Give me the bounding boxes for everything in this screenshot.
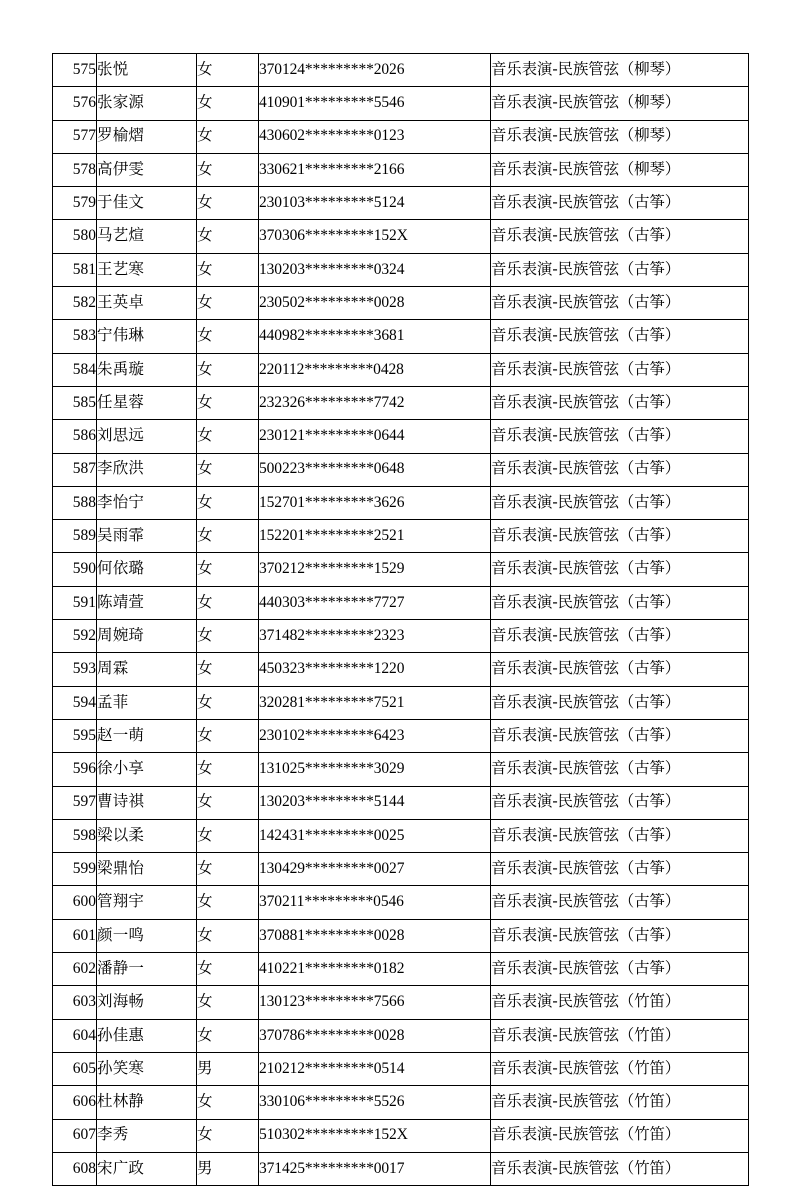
- row-candidate-name: 曹诗祺: [97, 786, 197, 819]
- row-gender: 女: [197, 620, 259, 653]
- row-id-number: 440982*********3681: [259, 320, 491, 353]
- row-candidate-name: 管翔宇: [97, 886, 197, 919]
- row-gender: 女: [197, 953, 259, 986]
- row-candidate-name: 李秀: [97, 1119, 197, 1152]
- row-major: 音乐表演-民族管弦（古筝）: [491, 287, 749, 320]
- row-major: 音乐表演-民族管弦（古筝）: [491, 886, 749, 919]
- row-sequence-number: 608: [53, 1152, 97, 1185]
- row-sequence-number: 577: [53, 120, 97, 153]
- row-id-number: 370212*********1529: [259, 553, 491, 586]
- row-candidate-name: 刘思远: [97, 420, 197, 453]
- row-sequence-number: 599: [53, 853, 97, 886]
- row-candidate-name: 周婉琦: [97, 620, 197, 653]
- row-candidate-name: 陈靖萱: [97, 586, 197, 619]
- row-candidate-name: 梁以柔: [97, 819, 197, 852]
- row-gender: 女: [197, 853, 259, 886]
- table-row: [53, 153, 749, 186]
- row-sequence-number: 576: [53, 87, 97, 120]
- row-sequence-number: 595: [53, 719, 97, 752]
- table-row: [53, 253, 749, 286]
- row-sequence-number: 589: [53, 520, 97, 553]
- row-id-number: 130203*********5144: [259, 786, 491, 819]
- row-id-number: 430602*********0123: [259, 120, 491, 153]
- table-row: [53, 853, 749, 886]
- row-major: 音乐表演-民族管弦（古筝）: [491, 919, 749, 952]
- row-major: 音乐表演-民族管弦（古筝）: [491, 753, 749, 786]
- row-id-number: 142431*********0025: [259, 819, 491, 852]
- row-major: 音乐表演-民族管弦（古筝）: [491, 386, 749, 419]
- row-sequence-number: 604: [53, 1019, 97, 1052]
- row-gender: 女: [197, 786, 259, 819]
- row-candidate-name: 孙佳惠: [97, 1019, 197, 1052]
- table-row: [53, 620, 749, 653]
- row-candidate-name: 李怡宁: [97, 486, 197, 519]
- row-id-number: 330106*********5526: [259, 1086, 491, 1119]
- row-major: 音乐表演-民族管弦（柳琴）: [491, 87, 749, 120]
- row-id-number: 510302*********152X: [259, 1119, 491, 1152]
- row-major: 音乐表演-民族管弦（古筝）: [491, 853, 749, 886]
- row-candidate-name: 王艺寒: [97, 253, 197, 286]
- row-id-number: 230121*********0644: [259, 420, 491, 453]
- row-sequence-number: 598: [53, 819, 97, 852]
- row-gender: 女: [197, 686, 259, 719]
- row-major: 音乐表演-民族管弦（柳琴）: [491, 54, 749, 87]
- row-major: 音乐表演-民族管弦（柳琴）: [491, 153, 749, 186]
- row-id-number: 370211*********0546: [259, 886, 491, 919]
- row-candidate-name: 宋广政: [97, 1152, 197, 1185]
- row-major: 音乐表演-民族管弦（古筝）: [491, 686, 749, 719]
- row-id-number: 371482*********2323: [259, 620, 491, 653]
- row-sequence-number: 578: [53, 153, 97, 186]
- row-id-number: 330621*********2166: [259, 153, 491, 186]
- row-id-number: 130203*********0324: [259, 253, 491, 286]
- row-sequence-number: 584: [53, 353, 97, 386]
- row-major: 音乐表演-民族管弦（古筝）: [491, 220, 749, 253]
- table-row: [53, 953, 749, 986]
- table-row: [53, 1152, 749, 1185]
- table-row: [53, 753, 749, 786]
- row-major: 音乐表演-民族管弦（古筝）: [491, 253, 749, 286]
- row-id-number: 130123*********7566: [259, 986, 491, 1019]
- row-major: 音乐表演-民族管弦（古筝）: [491, 586, 749, 619]
- row-id-number: 320281*********7521: [259, 686, 491, 719]
- row-sequence-number: 587: [53, 453, 97, 486]
- row-id-number: 410221*********0182: [259, 953, 491, 986]
- row-gender: 女: [197, 54, 259, 87]
- table-row: [53, 986, 749, 1019]
- table-row: [53, 220, 749, 253]
- row-gender: 女: [197, 886, 259, 919]
- row-gender: 女: [197, 420, 259, 453]
- row-sequence-number: 602: [53, 953, 97, 986]
- row-candidate-name: 高伊雯: [97, 153, 197, 186]
- row-gender: 女: [197, 87, 259, 120]
- row-gender: 女: [197, 153, 259, 186]
- row-candidate-name: 朱禹璇: [97, 353, 197, 386]
- table-row: [53, 320, 749, 353]
- row-candidate-name: 刘海畅: [97, 986, 197, 1019]
- row-candidate-name: 王英卓: [97, 287, 197, 320]
- row-candidate-name: 于佳文: [97, 187, 197, 220]
- row-id-number: 152701*********3626: [259, 486, 491, 519]
- row-candidate-name: 孙笑寒: [97, 1052, 197, 1085]
- row-sequence-number: 588: [53, 486, 97, 519]
- row-candidate-name: 杜林静: [97, 1086, 197, 1119]
- row-major: 音乐表演-民族管弦（古筝）: [491, 353, 749, 386]
- row-gender: 女: [197, 819, 259, 852]
- row-major: 音乐表演-民族管弦（竹笛）: [491, 986, 749, 1019]
- row-sequence-number: 583: [53, 320, 97, 353]
- row-candidate-name: 周霖: [97, 653, 197, 686]
- table-row: [53, 287, 749, 320]
- row-sequence-number: 579: [53, 187, 97, 220]
- row-gender: 女: [197, 520, 259, 553]
- row-id-number: 220112*********0428: [259, 353, 491, 386]
- row-major: 音乐表演-民族管弦（竹笛）: [491, 1019, 749, 1052]
- row-id-number: 370124*********2026: [259, 54, 491, 87]
- row-gender: 女: [197, 253, 259, 286]
- row-candidate-name: 任星蓉: [97, 386, 197, 419]
- table-row: [53, 420, 749, 453]
- table-row: [53, 486, 749, 519]
- row-sequence-number: 600: [53, 886, 97, 919]
- row-major: 音乐表演-民族管弦（古筝）: [491, 819, 749, 852]
- row-gender: 女: [197, 1119, 259, 1152]
- table-row: [53, 1052, 749, 1085]
- row-sequence-number: 597: [53, 786, 97, 819]
- row-id-number: 130429*********0027: [259, 853, 491, 886]
- row-gender: 女: [197, 1086, 259, 1119]
- row-gender: 女: [197, 653, 259, 686]
- row-sequence-number: 601: [53, 919, 97, 952]
- row-candidate-name: 潘静一: [97, 953, 197, 986]
- row-gender: 女: [197, 1019, 259, 1052]
- table-row: [53, 686, 749, 719]
- table-row: [53, 1019, 749, 1052]
- row-sequence-number: 591: [53, 586, 97, 619]
- row-gender: 女: [197, 453, 259, 486]
- table-row: [53, 919, 749, 952]
- row-major: 音乐表演-民族管弦（古筝）: [491, 486, 749, 519]
- row-sequence-number: 607: [53, 1119, 97, 1152]
- row-major: 音乐表演-民族管弦（竹笛）: [491, 1152, 749, 1185]
- table-row: [53, 819, 749, 852]
- row-gender: 男: [197, 1152, 259, 1185]
- row-id-number: 500223*********0648: [259, 453, 491, 486]
- row-major: 音乐表演-民族管弦（竹笛）: [491, 1086, 749, 1119]
- table-row: [53, 120, 749, 153]
- row-gender: 女: [197, 553, 259, 586]
- row-major: 音乐表演-民族管弦（柳琴）: [491, 120, 749, 153]
- table-row: [53, 54, 749, 87]
- row-major: 音乐表演-民族管弦（古筝）: [491, 320, 749, 353]
- row-id-number: 371425*********0017: [259, 1152, 491, 1185]
- row-major: 音乐表演-民族管弦（竹笛）: [491, 1119, 749, 1152]
- row-id-number: 440303*********7727: [259, 586, 491, 619]
- row-id-number: 410901*********5546: [259, 87, 491, 120]
- row-sequence-number: 575: [53, 54, 97, 87]
- table-row: [53, 653, 749, 686]
- row-id-number: 230103*********5124: [259, 187, 491, 220]
- row-gender: 女: [197, 187, 259, 220]
- row-candidate-name: 徐小享: [97, 753, 197, 786]
- row-sequence-number: 580: [53, 220, 97, 253]
- table-row: [53, 386, 749, 419]
- row-major: 音乐表演-民族管弦（古筝）: [491, 187, 749, 220]
- row-id-number: 230502*********0028: [259, 287, 491, 320]
- row-candidate-name: 李欣洪: [97, 453, 197, 486]
- table-row: [53, 786, 749, 819]
- row-candidate-name: 张家源: [97, 87, 197, 120]
- row-sequence-number: 596: [53, 753, 97, 786]
- table-row: [53, 87, 749, 120]
- row-gender: 女: [197, 753, 259, 786]
- row-sequence-number: 581: [53, 253, 97, 286]
- row-major: 音乐表演-民族管弦（古筝）: [491, 719, 749, 752]
- row-major: 音乐表演-民族管弦（古筝）: [491, 953, 749, 986]
- row-gender: 女: [197, 986, 259, 1019]
- table-row: [53, 1119, 749, 1152]
- row-id-number: 232326*********7742: [259, 386, 491, 419]
- row-id-number: 210212*********0514: [259, 1052, 491, 1085]
- row-candidate-name: 颜一鸣: [97, 919, 197, 952]
- row-candidate-name: 马艺煊: [97, 220, 197, 253]
- row-sequence-number: 590: [53, 553, 97, 586]
- table-row: [53, 719, 749, 752]
- row-candidate-name: 梁鼎怡: [97, 853, 197, 886]
- row-id-number: 230102*********6423: [259, 719, 491, 752]
- table-row: [53, 520, 749, 553]
- row-major: 音乐表演-民族管弦（古筝）: [491, 520, 749, 553]
- row-gender: 女: [197, 353, 259, 386]
- row-gender: 女: [197, 919, 259, 952]
- table-row: [53, 453, 749, 486]
- candidate-roster-table: [52, 53, 749, 1186]
- table-row: [53, 187, 749, 220]
- row-id-number: 370881*********0028: [259, 919, 491, 952]
- row-sequence-number: 594: [53, 686, 97, 719]
- row-id-number: 450323*********1220: [259, 653, 491, 686]
- table-row: [53, 586, 749, 619]
- row-sequence-number: 603: [53, 986, 97, 1019]
- row-gender: 女: [197, 386, 259, 419]
- row-gender: 女: [197, 586, 259, 619]
- row-candidate-name: 孟菲: [97, 686, 197, 719]
- row-candidate-name: 赵一萌: [97, 719, 197, 752]
- row-gender: 女: [197, 287, 259, 320]
- row-sequence-number: 582: [53, 287, 97, 320]
- table-row: [53, 353, 749, 386]
- row-major: 音乐表演-民族管弦（古筝）: [491, 620, 749, 653]
- row-sequence-number: 593: [53, 653, 97, 686]
- row-gender: 女: [197, 719, 259, 752]
- table-row: [53, 886, 749, 919]
- row-candidate-name: 宁伟琳: [97, 320, 197, 353]
- row-candidate-name: 何依璐: [97, 553, 197, 586]
- row-major: 音乐表演-民族管弦（竹笛）: [491, 1052, 749, 1085]
- row-id-number: 370786*********0028: [259, 1019, 491, 1052]
- row-gender: 女: [197, 220, 259, 253]
- row-candidate-name: 张悦: [97, 54, 197, 87]
- row-major: 音乐表演-民族管弦（古筝）: [491, 453, 749, 486]
- row-candidate-name: 吴雨霏: [97, 520, 197, 553]
- row-major: 音乐表演-民族管弦（古筝）: [491, 786, 749, 819]
- row-sequence-number: 585: [53, 386, 97, 419]
- row-major: 音乐表演-民族管弦（古筝）: [491, 653, 749, 686]
- row-major: 音乐表演-民族管弦（古筝）: [491, 553, 749, 586]
- row-sequence-number: 586: [53, 420, 97, 453]
- row-gender: 女: [197, 320, 259, 353]
- table-row: [53, 553, 749, 586]
- row-gender: 女: [197, 486, 259, 519]
- row-id-number: 152201*********2521: [259, 520, 491, 553]
- row-sequence-number: 605: [53, 1052, 97, 1085]
- row-major: 音乐表演-民族管弦（古筝）: [491, 420, 749, 453]
- row-id-number: 131025*********3029: [259, 753, 491, 786]
- row-gender: 女: [197, 120, 259, 153]
- row-candidate-name: 罗榆熠: [97, 120, 197, 153]
- row-gender: 男: [197, 1052, 259, 1085]
- row-sequence-number: 606: [53, 1086, 97, 1119]
- roster-table-body: [53, 54, 749, 1186]
- table-row: [53, 1086, 749, 1119]
- row-id-number: 370306*********152X: [259, 220, 491, 253]
- row-sequence-number: 592: [53, 620, 97, 653]
